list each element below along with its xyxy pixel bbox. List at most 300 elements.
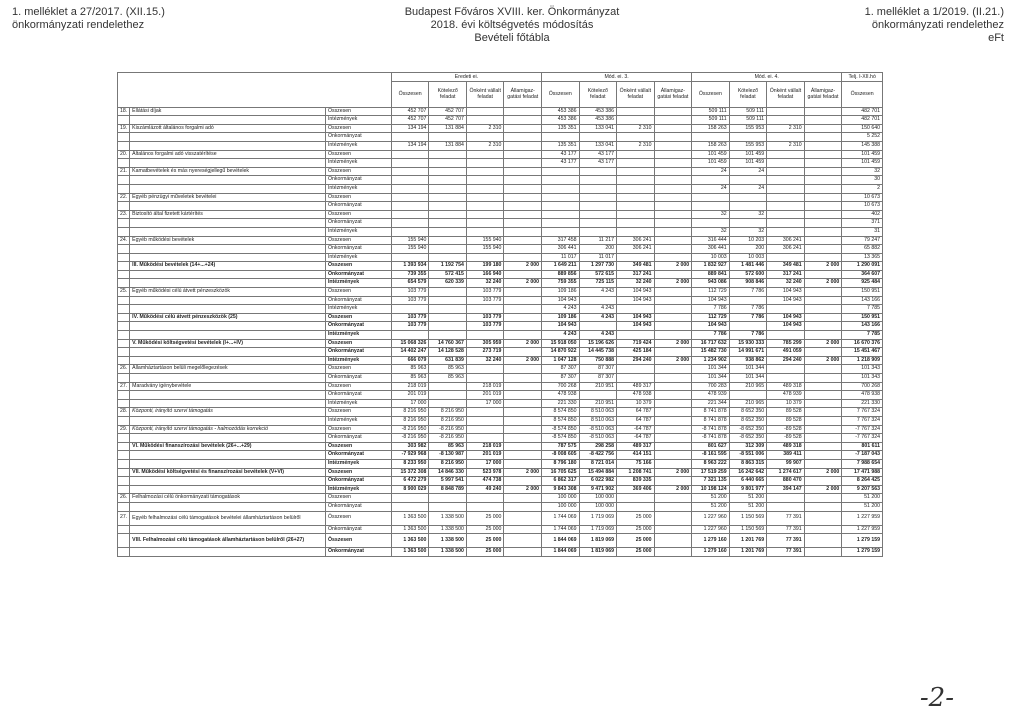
row-label: VIII. Felhalmozási célú támogatások államháztartáson belülről (26+27) bbox=[130, 534, 326, 548]
table-row bbox=[118, 451, 883, 460]
value-cell bbox=[579, 202, 617, 211]
value-cell bbox=[504, 107, 542, 116]
row-number bbox=[118, 141, 130, 150]
value-cell: 9 801 977 bbox=[729, 485, 767, 494]
decree-ref-old-sub: önkormányzati rendelethez bbox=[12, 19, 145, 31]
value-cell bbox=[654, 116, 692, 125]
row-label bbox=[130, 296, 326, 305]
value-cell bbox=[654, 253, 692, 262]
value-cell bbox=[804, 253, 842, 262]
value-cell bbox=[804, 150, 842, 159]
row-label bbox=[130, 245, 326, 254]
table-row bbox=[118, 348, 883, 357]
table-row bbox=[118, 502, 883, 511]
value-cell: 15 482 730 bbox=[692, 348, 730, 357]
row-label bbox=[130, 525, 326, 534]
value-cell bbox=[804, 534, 842, 548]
value-cell: 51 200 bbox=[729, 494, 767, 503]
value-cell bbox=[391, 159, 429, 168]
value-cell bbox=[579, 227, 617, 236]
value-cell bbox=[504, 236, 542, 245]
value-cell bbox=[654, 133, 692, 142]
row-number bbox=[118, 159, 130, 168]
value-cell: 100 000 bbox=[579, 502, 617, 511]
row-label: Államháztartáson belüli megelőlegezések bbox=[130, 365, 326, 374]
value-cell: 155 953 bbox=[729, 124, 767, 133]
value-cell: 2 000 bbox=[504, 262, 542, 271]
value-cell: 7 786 bbox=[692, 331, 730, 340]
value-cell: 1 290 091 bbox=[842, 262, 883, 271]
value-cell: 452 707 bbox=[429, 107, 467, 116]
value-cell bbox=[767, 227, 805, 236]
value-cell bbox=[804, 548, 842, 557]
row-label bbox=[130, 331, 326, 340]
value-cell bbox=[654, 193, 692, 202]
value-cell: 101 459 bbox=[692, 150, 730, 159]
value-cell: 801 627 bbox=[692, 442, 730, 451]
row-kind: Önkormányzat bbox=[325, 270, 391, 279]
value-cell: 1 844 069 bbox=[542, 548, 580, 557]
value-cell: 5 997 541 bbox=[429, 477, 467, 486]
value-cell bbox=[504, 502, 542, 511]
value-cell: 402 bbox=[842, 210, 883, 219]
row-label bbox=[130, 270, 326, 279]
value-cell: 14 760 367 bbox=[429, 339, 467, 348]
value-cell bbox=[654, 210, 692, 219]
value-cell: 5 252 bbox=[842, 133, 883, 142]
value-cell: 478 938 bbox=[842, 391, 883, 400]
row-kind: Intézmények bbox=[325, 485, 391, 494]
row-label bbox=[130, 548, 326, 557]
value-cell: 210 965 bbox=[729, 399, 767, 408]
value-cell: 489 317 bbox=[617, 382, 655, 391]
value-cell: 218 019 bbox=[466, 442, 504, 451]
value-cell: 14 402 247 bbox=[391, 348, 429, 357]
value-cell bbox=[617, 133, 655, 142]
value-cell: 489 317 bbox=[617, 442, 655, 451]
value-cell: 100 000 bbox=[579, 494, 617, 503]
value-cell: 14 128 528 bbox=[429, 348, 467, 357]
value-cell: 719 424 bbox=[617, 339, 655, 348]
row-label bbox=[130, 434, 326, 443]
value-cell: 306 241 bbox=[767, 236, 805, 245]
row-number bbox=[118, 525, 130, 534]
row-label: Kamatbevételek és más nyereségjellegű bevételek bbox=[130, 167, 326, 176]
value-cell bbox=[466, 193, 504, 202]
value-cell bbox=[654, 434, 692, 443]
table-row bbox=[118, 408, 883, 417]
revenue-table-wrapper bbox=[117, 72, 883, 557]
value-cell: 101 459 bbox=[729, 159, 767, 168]
value-cell: 2 bbox=[842, 184, 883, 193]
value-cell: -8 652 350 bbox=[729, 434, 767, 443]
value-cell bbox=[617, 253, 655, 262]
value-cell: 10 379 bbox=[767, 399, 805, 408]
value-cell: 89 528 bbox=[767, 416, 805, 425]
value-cell: -64 787 bbox=[617, 434, 655, 443]
value-cell: 200 bbox=[729, 245, 767, 254]
value-cell bbox=[504, 176, 542, 185]
value-cell bbox=[391, 150, 429, 159]
value-cell bbox=[391, 184, 429, 193]
value-cell bbox=[504, 442, 542, 451]
value-cell: 16 670 376 bbox=[842, 339, 883, 348]
value-cell: 201 019 bbox=[391, 391, 429, 400]
value-cell bbox=[654, 374, 692, 383]
value-cell: 294 240 bbox=[617, 356, 655, 365]
page-number-mark: -2- bbox=[919, 683, 954, 713]
value-cell bbox=[804, 322, 842, 331]
value-cell bbox=[654, 245, 692, 254]
value-cell bbox=[466, 305, 504, 314]
value-cell bbox=[429, 382, 467, 391]
row-label: Felhalmozási célú önkormányzati támogatások bbox=[130, 494, 326, 503]
table-row bbox=[118, 159, 883, 168]
value-cell bbox=[504, 348, 542, 357]
value-cell: 306 441 bbox=[542, 245, 580, 254]
table-row bbox=[118, 365, 883, 374]
value-cell: 99 907 bbox=[767, 459, 805, 468]
row-label: Központi, irányító szervi támogatás - halmozódás korrekció bbox=[130, 425, 326, 434]
value-cell bbox=[767, 193, 805, 202]
table-row bbox=[118, 534, 883, 548]
row-kind: Önkormányzat bbox=[325, 451, 391, 460]
value-cell: 25 000 bbox=[466, 548, 504, 557]
value-cell: 8 741 878 bbox=[692, 408, 730, 417]
value-cell: 2 000 bbox=[504, 339, 542, 348]
value-cell bbox=[729, 391, 767, 400]
row-number bbox=[118, 227, 130, 236]
value-cell: 143 166 bbox=[842, 322, 883, 331]
value-cell: -8 130 987 bbox=[429, 451, 467, 460]
value-cell bbox=[654, 288, 692, 297]
row-number bbox=[118, 502, 130, 511]
value-cell bbox=[654, 313, 692, 322]
value-cell bbox=[617, 227, 655, 236]
table-row bbox=[118, 176, 883, 185]
group-mod4: Mód. ei. 4. bbox=[692, 73, 842, 82]
value-cell: 85 963 bbox=[429, 365, 467, 374]
value-cell bbox=[729, 193, 767, 202]
value-cell: 305 959 bbox=[466, 339, 504, 348]
value-cell: 25 000 bbox=[617, 511, 655, 525]
table-row bbox=[118, 313, 883, 322]
row-number: 19. bbox=[118, 124, 130, 133]
value-cell: 112 729 bbox=[692, 288, 730, 297]
value-cell bbox=[579, 167, 617, 176]
value-cell: 1 150 569 bbox=[729, 511, 767, 525]
value-cell bbox=[391, 193, 429, 202]
value-cell: 317 241 bbox=[617, 270, 655, 279]
value-cell: 2 000 bbox=[804, 262, 842, 271]
value-cell: -7 767 324 bbox=[842, 434, 883, 443]
value-cell: -8 574 850 bbox=[542, 434, 580, 443]
table-row bbox=[118, 485, 883, 494]
value-cell: 2 000 bbox=[654, 468, 692, 477]
value-cell: 2 310 bbox=[617, 124, 655, 133]
value-cell: 4 243 bbox=[579, 313, 617, 322]
table-row bbox=[118, 322, 883, 331]
subhead-cell: Összesen bbox=[391, 81, 429, 107]
value-cell bbox=[804, 202, 842, 211]
value-cell: 452 707 bbox=[429, 116, 467, 125]
value-cell bbox=[804, 408, 842, 417]
value-cell: 100 000 bbox=[542, 494, 580, 503]
value-cell bbox=[804, 288, 842, 297]
value-cell: 1 819 069 bbox=[579, 534, 617, 548]
value-cell bbox=[504, 313, 542, 322]
value-cell: 11 017 bbox=[579, 253, 617, 262]
value-cell: 839 335 bbox=[617, 477, 655, 486]
value-cell bbox=[504, 296, 542, 305]
row-number bbox=[118, 313, 130, 322]
value-cell bbox=[767, 502, 805, 511]
value-cell bbox=[429, 210, 467, 219]
value-cell bbox=[617, 219, 655, 228]
value-cell: 4 243 bbox=[542, 305, 580, 314]
value-cell bbox=[504, 141, 542, 150]
value-cell: 11 017 bbox=[542, 253, 580, 262]
value-cell: 364 607 bbox=[842, 270, 883, 279]
value-cell bbox=[391, 210, 429, 219]
value-cell: 349 481 bbox=[767, 262, 805, 271]
value-cell: 389 411 bbox=[767, 451, 805, 460]
row-label: Egyéb működési bevételek bbox=[130, 236, 326, 245]
value-cell: 158 263 bbox=[692, 124, 730, 133]
value-cell bbox=[429, 399, 467, 408]
row-kind: Önkormányzat bbox=[325, 434, 391, 443]
decree-ref-new: 1. melléklet a 1/2019. (II.21.) bbox=[864, 6, 1004, 18]
value-cell: 8 574 850 bbox=[542, 416, 580, 425]
value-cell bbox=[804, 176, 842, 185]
value-cell: 8 963 222 bbox=[692, 459, 730, 468]
row-kind: Összesen bbox=[325, 534, 391, 548]
value-cell: 1 338 500 bbox=[429, 534, 467, 548]
row-kind: Intézmények bbox=[325, 253, 391, 262]
value-cell: 104 943 bbox=[767, 288, 805, 297]
value-cell: 32 240 bbox=[466, 279, 504, 288]
value-cell: 2 000 bbox=[804, 339, 842, 348]
value-cell: 32 240 bbox=[767, 279, 805, 288]
value-cell: 14 991 671 bbox=[729, 348, 767, 357]
table-row bbox=[118, 288, 883, 297]
value-cell bbox=[692, 176, 730, 185]
value-cell bbox=[654, 322, 692, 331]
value-cell bbox=[504, 451, 542, 460]
row-number bbox=[118, 399, 130, 408]
value-cell bbox=[804, 193, 842, 202]
value-cell: 77 391 bbox=[767, 511, 805, 525]
value-cell bbox=[654, 494, 692, 503]
value-cell: 134 194 bbox=[391, 124, 429, 133]
value-cell: -8 161 595 bbox=[692, 451, 730, 460]
value-cell bbox=[429, 502, 467, 511]
value-cell bbox=[767, 202, 805, 211]
row-kind: Összesen bbox=[325, 382, 391, 391]
row-kind: Összesen bbox=[325, 313, 391, 322]
row-kind: Önkormányzat bbox=[325, 245, 391, 254]
value-cell bbox=[767, 116, 805, 125]
value-cell: 2 310 bbox=[466, 141, 504, 150]
value-cell: 51 200 bbox=[729, 502, 767, 511]
row-number: 23. bbox=[118, 210, 130, 219]
value-cell bbox=[654, 534, 692, 548]
row-label bbox=[130, 502, 326, 511]
value-cell: 135 351 bbox=[542, 124, 580, 133]
row-label: Biztosító által fizetett kártérítés bbox=[130, 210, 326, 219]
value-cell: 7 767 324 bbox=[842, 408, 883, 417]
value-cell: 104 943 bbox=[617, 288, 655, 297]
value-cell bbox=[466, 167, 504, 176]
value-cell: 7 786 bbox=[692, 305, 730, 314]
value-cell: 474 738 bbox=[466, 477, 504, 486]
value-cell: 8 216 950 bbox=[391, 408, 429, 417]
row-kind: Összesen bbox=[325, 236, 391, 245]
value-cell: 133 041 bbox=[579, 124, 617, 133]
value-cell: 103 779 bbox=[466, 322, 504, 331]
value-cell: 79 247 bbox=[842, 236, 883, 245]
value-cell bbox=[542, 176, 580, 185]
value-cell: 131 884 bbox=[429, 141, 467, 150]
value-cell bbox=[504, 305, 542, 314]
value-cell: 218 019 bbox=[391, 382, 429, 391]
value-cell bbox=[579, 133, 617, 142]
value-cell: -8 216 950 bbox=[391, 434, 429, 443]
value-cell bbox=[654, 296, 692, 305]
row-kind: Önkormányzat bbox=[325, 548, 391, 557]
row-label bbox=[130, 133, 326, 142]
table-row bbox=[118, 331, 883, 340]
value-cell: 103 779 bbox=[466, 313, 504, 322]
value-cell bbox=[692, 133, 730, 142]
value-cell: 666 079 bbox=[391, 356, 429, 365]
value-cell: 1 227 960 bbox=[692, 511, 730, 525]
value-cell bbox=[729, 322, 767, 331]
value-cell bbox=[654, 227, 692, 236]
value-cell bbox=[391, 167, 429, 176]
value-cell: 1 208 741 bbox=[617, 468, 655, 477]
value-cell: 1 744 069 bbox=[542, 511, 580, 525]
value-cell: 452 707 bbox=[391, 116, 429, 125]
value-cell: 51 200 bbox=[692, 502, 730, 511]
value-cell: 739 355 bbox=[391, 270, 429, 279]
row-kind: Összesen bbox=[325, 511, 391, 525]
row-label bbox=[130, 227, 326, 236]
value-cell: 700 283 bbox=[692, 382, 730, 391]
value-cell bbox=[391, 133, 429, 142]
value-cell: 32 240 bbox=[466, 356, 504, 365]
currency-unit: eFt bbox=[988, 32, 1004, 44]
value-cell: 572 615 bbox=[579, 270, 617, 279]
value-cell: 1 279 159 bbox=[842, 548, 883, 557]
value-cell bbox=[654, 548, 692, 557]
value-cell: 2 310 bbox=[466, 124, 504, 133]
value-cell bbox=[504, 399, 542, 408]
row-kind: Intézmények bbox=[325, 116, 391, 125]
value-cell bbox=[466, 176, 504, 185]
row-kind: Intézmények bbox=[325, 399, 391, 408]
value-cell bbox=[466, 434, 504, 443]
row-kind: Összesen bbox=[325, 107, 391, 116]
value-cell: 2 000 bbox=[804, 279, 842, 288]
value-cell: 32 240 bbox=[617, 279, 655, 288]
value-cell: 306 241 bbox=[767, 245, 805, 254]
row-label bbox=[130, 176, 326, 185]
value-cell: 51 200 bbox=[842, 494, 883, 503]
table-row bbox=[118, 141, 883, 150]
value-cell: 85 963 bbox=[391, 365, 429, 374]
value-cell: 2 000 bbox=[504, 279, 542, 288]
value-cell: 15 494 884 bbox=[579, 468, 617, 477]
value-cell: 10 198 124 bbox=[692, 485, 730, 494]
value-cell bbox=[504, 425, 542, 434]
table-row bbox=[118, 494, 883, 503]
row-kind: Összesen bbox=[325, 167, 391, 176]
value-cell bbox=[767, 305, 805, 314]
value-cell bbox=[429, 322, 467, 331]
value-cell bbox=[729, 176, 767, 185]
value-cell bbox=[466, 202, 504, 211]
value-cell bbox=[504, 322, 542, 331]
group-actual: Telj. I-XII.hó bbox=[842, 73, 883, 82]
row-number bbox=[118, 219, 130, 228]
table-row bbox=[118, 262, 883, 271]
value-cell bbox=[504, 548, 542, 557]
value-cell bbox=[504, 331, 542, 340]
value-cell bbox=[579, 184, 617, 193]
value-cell: 509 111 bbox=[692, 116, 730, 125]
value-cell: 133 041 bbox=[579, 141, 617, 150]
value-cell bbox=[729, 219, 767, 228]
row-kind: Intézmények bbox=[325, 227, 391, 236]
value-cell: 101 343 bbox=[842, 374, 883, 383]
row-number: 29. bbox=[118, 425, 130, 434]
value-cell: 1 201 769 bbox=[729, 534, 767, 548]
value-cell: 785 299 bbox=[767, 339, 805, 348]
value-cell bbox=[542, 193, 580, 202]
value-cell: 155 940 bbox=[466, 245, 504, 254]
row-label bbox=[130, 279, 326, 288]
value-cell bbox=[579, 296, 617, 305]
value-cell: 2 000 bbox=[654, 339, 692, 348]
value-cell bbox=[804, 348, 842, 357]
value-cell: 64 787 bbox=[617, 408, 655, 417]
value-cell: 101 459 bbox=[842, 150, 883, 159]
value-cell: 8 574 850 bbox=[542, 408, 580, 417]
table-row bbox=[118, 425, 883, 434]
value-cell: 1 218 909 bbox=[842, 356, 883, 365]
value-cell: 925 484 bbox=[842, 279, 883, 288]
value-cell: 787 575 bbox=[542, 442, 580, 451]
value-cell bbox=[617, 502, 655, 511]
value-cell: 1 201 769 bbox=[729, 548, 767, 557]
value-cell: 30 bbox=[842, 176, 883, 185]
table-row bbox=[118, 167, 883, 176]
table-row bbox=[118, 459, 883, 468]
value-cell: 1 649 211 bbox=[542, 262, 580, 271]
table-row bbox=[118, 245, 883, 254]
value-cell: 8 264 425 bbox=[842, 477, 883, 486]
table-row bbox=[118, 253, 883, 262]
subhead-cell: Kötelező feladat bbox=[579, 81, 617, 107]
table-row bbox=[118, 305, 883, 314]
value-cell bbox=[391, 494, 429, 503]
row-label: III. Működési bevételek (14+...+24) bbox=[130, 262, 326, 271]
row-number: 26. bbox=[118, 365, 130, 374]
value-cell: 201 019 bbox=[466, 451, 504, 460]
row-kind: Önkormányzat bbox=[325, 322, 391, 331]
value-cell bbox=[504, 374, 542, 383]
